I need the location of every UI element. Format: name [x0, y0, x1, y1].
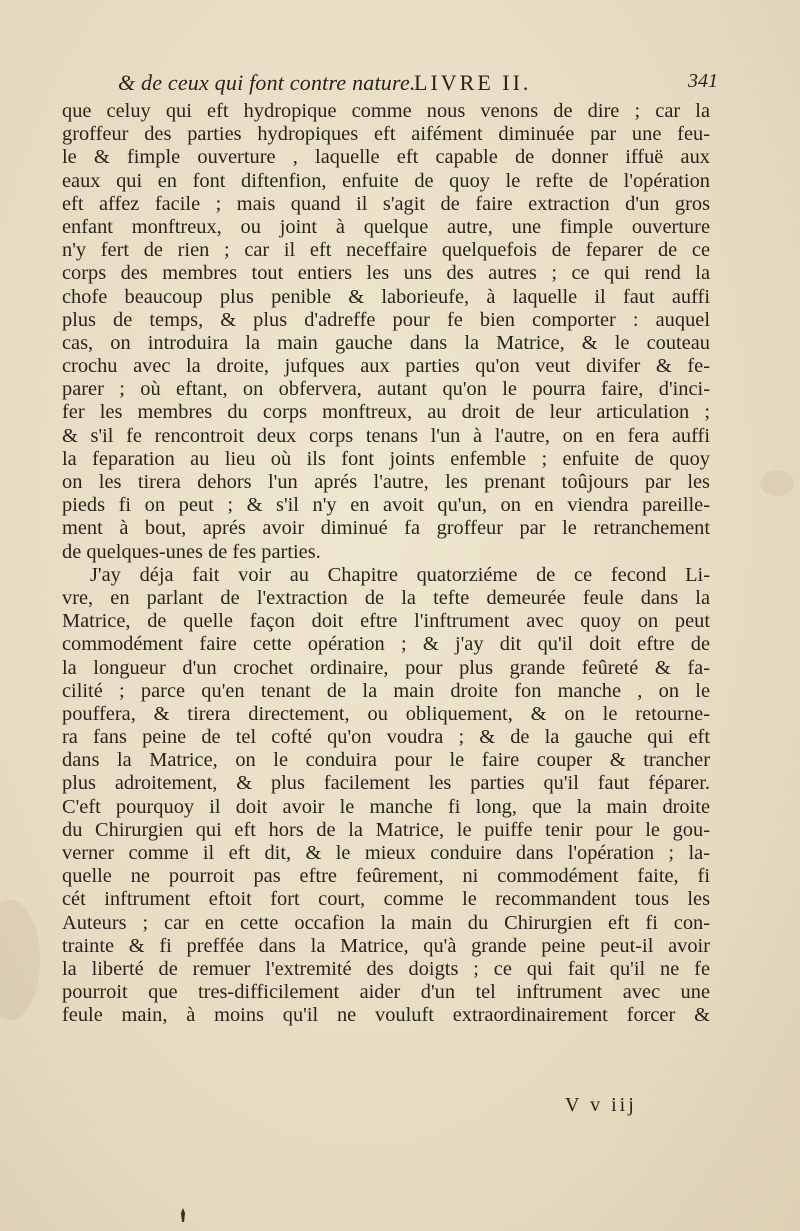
text-line: groffeur des parties hydropiques eft aifément diminuée par une feu-: [62, 123, 710, 146]
text-line: fer les membres du corps monftreux, au droit de leur articulation ;: [62, 401, 710, 424]
text-line: enfant monftreux, ou joint à quelque autre, une fimple ouverture: [62, 215, 710, 238]
text-line: plus adroitement, & plus facilement les parties qu'il faut féparer.: [62, 772, 710, 795]
text-line: eft affez facile ; mais quand il s'agit de faire extraction d'un gros: [62, 192, 710, 215]
text-line: pourroit que tres-difficilement aider d'un tel inftrument avec une: [62, 981, 710, 1004]
text-line: eaux qui en font diftenfion, enfuite de quoy le refte de l'opération: [62, 169, 710, 192]
text-line: ra fans peine de tel cofté qu'on voudra ; & de la gauche qui eft: [62, 726, 710, 749]
text-line: du Chirurgien qui eft hors de la Matrice, le puiffe tenir pour le gou-: [62, 818, 710, 841]
text-line: Matrice, de quelle façon doit eftre l'inftrument avec quoy on peut: [62, 610, 710, 633]
text-line: vre, en parlant de l'extraction de la tefte demeurée feule dans la: [62, 586, 710, 609]
paper-stain: [0, 900, 40, 1020]
text-line: chofe beaucoup plus penible & laborieufe, à laquelle il faut auffi: [62, 285, 710, 308]
text-line: n'y fert de rien ; car il eft neceffaire quelquefois de feparer de ce: [62, 239, 710, 262]
text-line: la liberté de remuer l'extremité des doigts ; ce qui fait qu'il ne fe: [62, 957, 710, 980]
page-number: 341: [688, 70, 718, 92]
text-line: cét inftrument eftoit fort court, comme le recommandent tous les: [62, 888, 710, 911]
text-line: corps des membres tout entiers les uns des autres ; ce qui rend la: [62, 262, 710, 285]
text-line: cilité ; parce qu'en tenant de la main droite fon manche , on le: [62, 679, 710, 702]
text-line: pouffera, & tirera directement, ou obliquement, & on le retourne-: [62, 702, 710, 725]
text-line: cas, on introduira la main gauche dans la Matrice, & le couteau: [62, 331, 710, 354]
text-line: le & fimple ouverture , laquelle eft capable de donner iffuë aux: [62, 146, 710, 169]
ink-blot-icon: [178, 1208, 188, 1222]
text-line: parer ; où eftant, on obfervera, autant qu'on le pourra faire, d'inci-: [62, 378, 710, 401]
text-line: on les tirera dehors l'un aprés l'autre, les prenant toûjours par les: [62, 471, 710, 493]
running-header: [118, 70, 718, 104]
text-line: de quelques-unes de fes parties.: [62, 540, 321, 563]
text-line: plus de temps, & plus d'adreffe pour fe bien comporter : auquel: [62, 308, 710, 331]
signature-mark: V v iij: [565, 1094, 637, 1116]
text-line: J'ay déja fait voir au Chapitre quatorziéme de ce fecond Li-: [90, 563, 710, 586]
paper-stain: [760, 470, 794, 496]
text-line: & s'il fe rencontroit deux corps tenans l'un à l'autre, on en fera auffi: [62, 424, 710, 447]
text-line: crochu avec la droite, jufques aux parties qu'on veut divifer & fe-: [62, 355, 710, 378]
text-line: la feparation au lieu où ils font joints enfemble ; enfuite de quoy: [62, 447, 710, 470]
text-line: quelle ne pourroit pas eftre feûrement, ni commodément faite, fi: [62, 865, 710, 888]
text-line: verner comme il eft dit, & le mieux conduire dans l'opération ; la-: [62, 842, 710, 864]
body-text: [62, 100, 710, 1028]
text-line: ment à bout, aprés avoir diminué fa groffeur par le retranchement: [62, 517, 710, 540]
text-line: commodément faire cette opération ; & j'ay dit qu'il doit eftre de: [62, 633, 710, 656]
text-line: pieds fi on peut ; & s'il n'y en avoit qu'un, on en viendra pareille-: [62, 494, 710, 517]
text-line: la longueur d'un crochet ordinaire, pour plus grande feûreté & fa-: [62, 656, 710, 679]
running-title: & de ceux qui font contre nature.: [118, 70, 416, 95]
text-line: Auteurs ; car en cette occafion la main du Chirurgien eft fi con-: [62, 911, 710, 934]
text-line: que celuy qui eft hydropique comme nous venons de dire ; car la: [62, 100, 710, 122]
book-number: LIVRE II.: [414, 70, 532, 95]
text-line: feule main, à moins qu'il ne vouluft extraordinairement forcer &: [62, 1004, 710, 1027]
text-line: dans la Matrice, on le conduira pour le faire couper & trancher: [62, 749, 710, 772]
text-line: trainte & fi preffée dans la Matrice, qu'à grande peine peut-il avoir: [62, 934, 710, 957]
text-line: C'eft pourquoy il doit avoir le manche fi long, que la main droite: [62, 795, 710, 818]
